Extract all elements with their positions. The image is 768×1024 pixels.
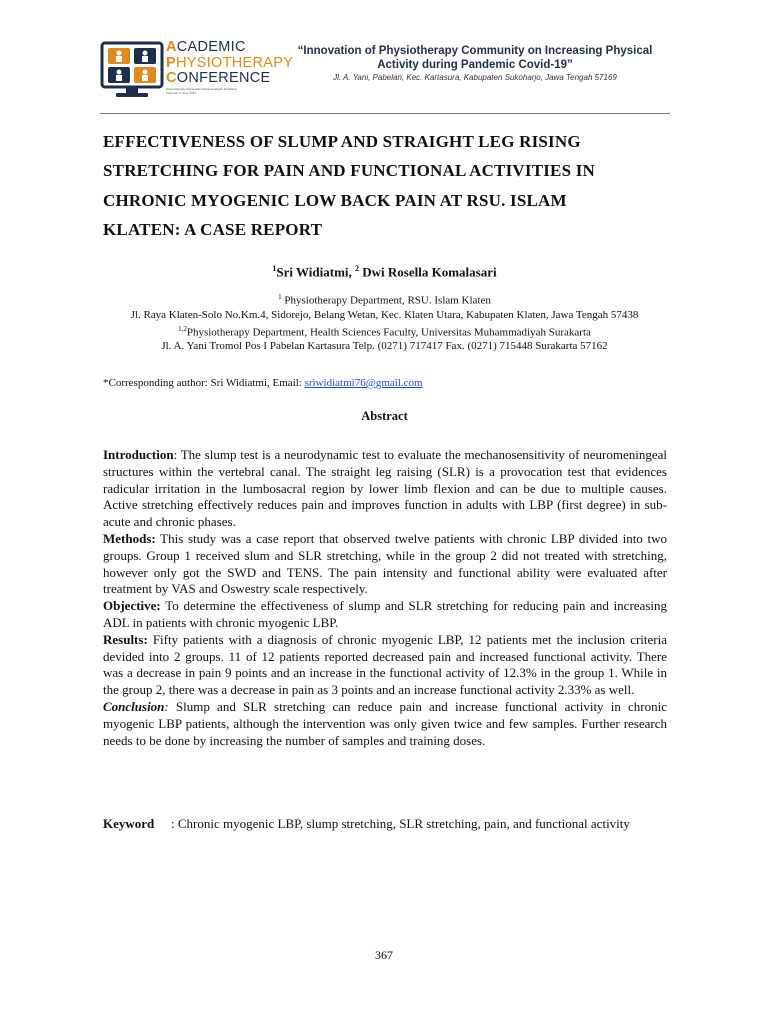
affiliation-2: $^{1,2}$Physiotherapy Department, Health Sciences Faculty, Universitas Muhammadiyah Surakarta: [178, 324, 591, 339]
logo-subtext: Physiotherapy Universitas Muhammadiyah Surakarta: [166, 86, 237, 91]
affiliation-1-address: Jl. Raya Klaten-Solo No.Km.4, Sidorejo, Belang Wetan, Kec. Klaten Utara, Kabupaten Klaten, Jawa Tengah 57438: [130, 308, 639, 321]
abstract-conclusion: Conclusion: Slump and SLR stretching can reduce pain and increase functional activity in chronic myogenic LBP patients, although the intervention was only given twice and few samples. Further research needs to be done by increasing the number of samples and training doses.: [103, 698, 667, 748]
paper-title: EFFECTIVENESS OF SLUMP AND STRAIGHT LEG RISING STRETCHING FOR PAIN AND FUNCTIONAL ACTIVITIES IN CHRONIC MYOGENIC LOW BACK PAIN AT RSU. ISLAM KLATEN: A CASE REPORT: [103, 132, 595, 239]
author-list: $^1$Sri Widiatmi, $^2$ Dwi Rosella Komalasari: [272, 264, 497, 280]
keyword-text: : Chronic myogenic LBP, slump stretching, SLR stretching, pain, and functional activity: [171, 816, 630, 831]
author-name: Dwi Rosella Komalasari: [359, 264, 497, 280]
affiliations: [103, 290, 666, 353]
conference-title: “Innovation of Physiotherapy Community on Increasing Physical Activity during Pandemic Covid-19”: [297, 45, 653, 71]
abstract-body: [103, 447, 667, 749]
conference-logo-icon: [100, 40, 164, 100]
abstract-objective: Objective: To determine the effectiveness of slump and SLR stretching for reducing pain and increasing ADL in patients with chronic myogenic LBP.: [103, 598, 667, 630]
email-link[interactable]: sriwidiatmi76@gmail.com: [304, 377, 423, 389]
abstract-methods: Methods: This study was a case report that observed twelve patients with chronic LBP divided into two groups. Group 1 received slum and SLR stretching, while in the group 2 did not treated with stretching, however only got the SWD and TENS. The pain intensity and functional ability were evaluated after treatment by VAS and Oswestry scale respectively.: [103, 530, 667, 597]
affiliation-2-address: Jl. A. Yani Tromol Pos I Pabelan Kartasura Telp. (0271) 717417 Fax. (0271) 715448 Surakarta 57162: [161, 340, 608, 353]
conference-header: [100, 38, 670, 112]
header-divider: [100, 113, 670, 114]
logo-line-physiotherapy: PHYSIOTHERAPY: [166, 54, 294, 71]
author-name: Sri Widiatmi,: [276, 264, 356, 280]
abstract-results: Results: Fifty patients with a diagnosis of chronic myogenic LBP, 12 patients met the inclusion criteria devided into 2 groups. 11 of 12 patients reported decreased pain and increased functional activity. There was a decrease in pain 9 points and an increase in the functional activity of 12.3% in the group 1. While in the group 2, there was a decrease in pain as 3 points and an increase functional activity 2.33% as well.: [103, 631, 667, 698]
affiliation-1: $^1$ Physiotherapy Department, RSU. Islam Klaten: [278, 293, 491, 307]
abstract-introduction: Introduction: The slump test is a neurodynamic test to evaluate the mechanosensitivity of neuromeningeal structures within the vertebral canal. The straight leg raising (SLR) is a provocation test that evidences radicular irritation in the lumbosacral region by lower limb flexion and can be due to multiple causes. Active stretching effectively reduces pain and improves function in adults with LBP (first degree) in sub-acute and chronic phases.: [103, 447, 667, 530]
conference-address: Jl. A. Yani, Pabelan, Kec. Kartasura, Kabupaten Sukoharjo, Jawa Tengah 57169: [333, 73, 617, 82]
logo-subtext: Saturday, 5 June 2021: [166, 90, 196, 95]
logo-line-academic: ACADEMIC: [166, 39, 246, 55]
keyword-label: Keyword: [103, 816, 155, 831]
logo-line-conference: CONFERENCE: [166, 70, 271, 86]
page-number: 367: [375, 948, 393, 962]
logo-wordmark: [166, 40, 293, 95]
keywords: [103, 816, 667, 833]
corresponding-author: *Corresponding author: Sri Widiatmi, Email: sriwidiatmi76@gmail.com: [103, 377, 423, 389]
abstract-heading: Abstract: [361, 409, 408, 423]
